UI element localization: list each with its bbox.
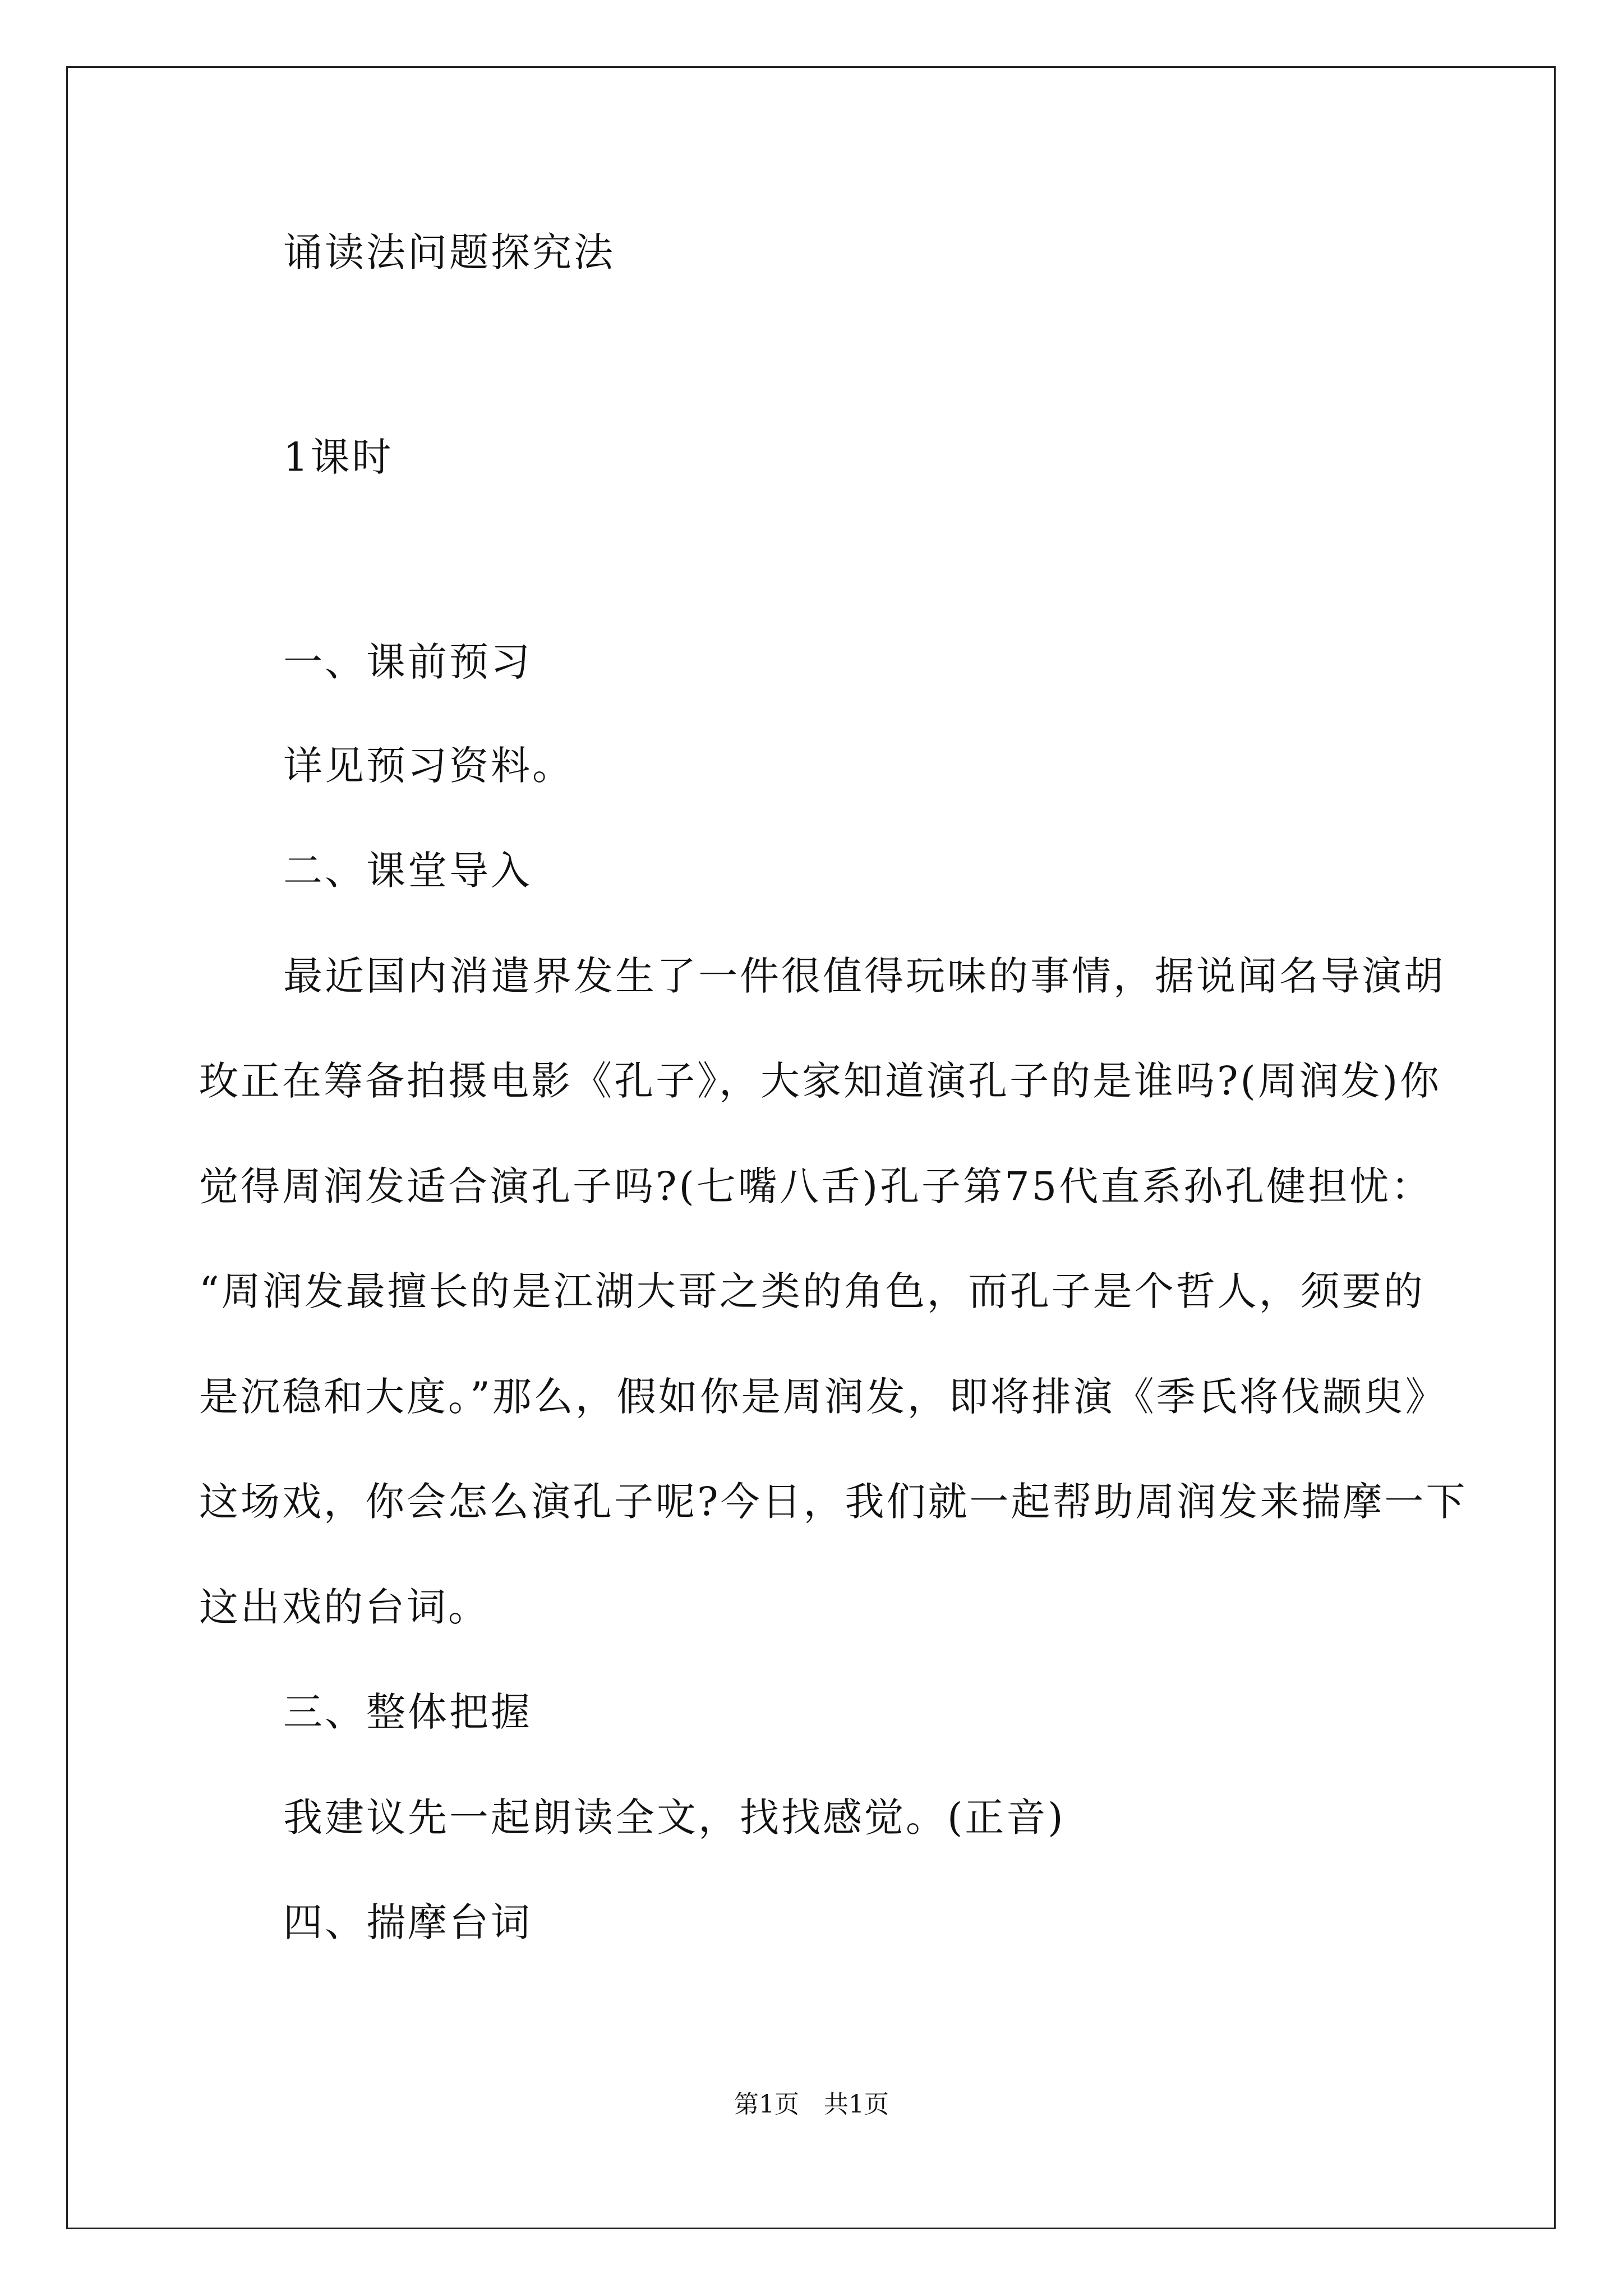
paragraph-intro-line: 觉得周润发适合演孔子吗?(七嘴八舌)孔子第75代直系孙孔健担忧：	[199, 1163, 1433, 1209]
page-footer: 第1页 共1页	[734, 2090, 889, 2119]
method-line: 诵读法问题探究法	[283, 229, 615, 275]
paragraph-reading: 我建议先一起朗读全文，找找感觉。(正音)	[283, 1795, 1066, 1841]
paragraph-intro-line: 这场戏，你会怎么演孔子呢?今日，我们就一起帮助周润发来揣摩一下	[199, 1479, 1468, 1525]
paragraph-intro-line: “周润发最擅长的是江湖大哥之类的角色，而孔子是个哲人，须要的	[199, 1268, 1425, 1314]
paragraph-intro-line: 这出戏的台词。	[199, 1584, 490, 1630]
paragraph-intro-line: 玫正在筹备拍摄电影《孔子》，大家知道演孔子的是谁吗?(周润发)你	[199, 1058, 1442, 1104]
section-heading-3: 三、整体把握	[283, 1689, 532, 1735]
period-line: 1课时	[283, 434, 394, 480]
paragraph-intro-line: 最近国内消遣界发生了一件很值得玩味的事情，据说闻名导演胡	[283, 953, 1445, 999]
paragraph-preview: 详见预习资料。	[283, 743, 574, 789]
section-heading-2: 二、课堂导入	[283, 848, 532, 894]
section-heading-4: 四、揣摩台词	[283, 1899, 532, 1945]
section-heading-1: 一、课前预习	[283, 639, 532, 685]
paragraph-intro-line: 是沉稳和大度。”那么，假如你是周润发，即将排演《季氏将伐颛臾》	[199, 1374, 1447, 1420]
